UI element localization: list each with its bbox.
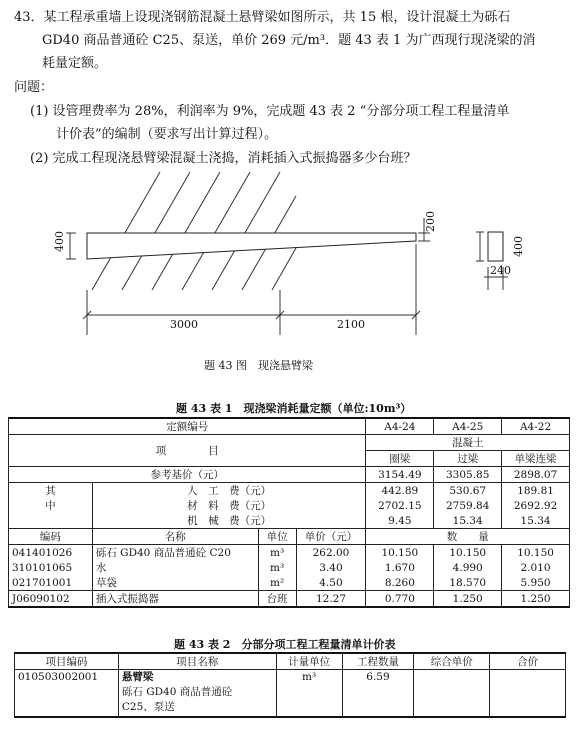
head-unit-price: 综合单价: [414, 653, 490, 670]
head-item-name: 项目名称: [118, 653, 276, 670]
material-unit: m²: [258, 575, 296, 591]
question-line-2: GD40 商品普通砼 C25、泵送，单价 269 元/m³．题 43 表 1 为广西现行现浇梁的消: [42, 33, 536, 48]
material-code: 021701001: [9, 575, 93, 591]
figure-caption: 题 43 图 现浇悬臂梁: [204, 359, 313, 372]
machine-code: J06090102: [9, 591, 93, 608]
material-qty: 10.150: [434, 545, 502, 561]
material-unit: m³: [258, 545, 296, 561]
base-price: 2898.07: [502, 467, 570, 483]
ask-label: 问题：: [14, 80, 54, 95]
machine-name: 插入式振捣器: [92, 591, 258, 608]
material-qty: 4.990: [434, 560, 502, 575]
label-qizhong-2: 中: [9, 498, 93, 513]
label-code: 定额编号: [9, 418, 366, 435]
code-a4-25: A4-25: [434, 418, 502, 435]
fee-value: 2759.84: [434, 498, 502, 513]
label-base-price: 参考基价（元）: [9, 467, 366, 483]
item-unit-price: [414, 670, 490, 718]
sub-question-1a: (1) 设管理费率为 28%，利润率为 9%，完成题 43 表 2 “分部分项工程工程量清单: [30, 104, 510, 119]
head-quantity: 工程数量: [342, 653, 414, 670]
type-single-beam: 单梁连梁: [502, 451, 570, 467]
material-qty: 10.150: [366, 545, 434, 561]
head-unit: 计量单位: [276, 653, 342, 670]
fee-label-material: 材 料 费（元）: [92, 498, 366, 513]
fee-label-labor: 人 工 费（元）: [92, 483, 366, 499]
machine-qty: 1.250: [434, 591, 502, 608]
material-name: 草袋: [92, 575, 258, 591]
base-price: 3305.85: [434, 467, 502, 483]
item-code: 010503002001: [15, 670, 119, 718]
table2-title: 题 43 表 2 分部分项工程工程量清单计价表: [174, 638, 396, 651]
material-qty: 10.150: [502, 545, 570, 561]
dim-length-3000: 3000: [170, 318, 198, 331]
sub-question-1b: 计价表”的编制（要求写出计算过程）。: [56, 127, 278, 142]
material-code: 041401026: [9, 545, 93, 561]
item-name-line: 悬臂梁: [121, 671, 154, 683]
fee-value: 442.89: [366, 483, 434, 499]
item-name: [118, 670, 276, 718]
machine-qty: 1.250: [502, 591, 570, 608]
group-concrete: 混凝土: [366, 435, 570, 451]
head-code: 编码: [9, 529, 93, 545]
quota-table: [8, 417, 570, 608]
bill-of-quantities-table: [14, 652, 566, 718]
type-ring-beam: 圈梁: [366, 451, 434, 467]
code-a4-22: A4-22: [502, 418, 570, 435]
dim-right-height: 200: [424, 211, 437, 232]
machine-unit: 台班: [258, 591, 296, 608]
fee-value: 189.81: [502, 483, 570, 499]
item-unit: m³: [276, 670, 342, 718]
question-line-1: 43．某工程承重墙上设现浇钢筋混凝土悬臂梁如图所示，共 15 根，设计混凝土为砾石: [14, 10, 511, 25]
dim-length-2100: 2100: [337, 318, 365, 331]
material-price: 3.40: [296, 560, 366, 575]
dim-section-width: 240: [490, 264, 511, 277]
material-name: 水: [92, 560, 258, 575]
question-line-3: 耗量定额。: [42, 56, 108, 71]
head-item-code: 项目编码: [15, 653, 119, 670]
material-unit: m³: [258, 560, 296, 575]
fee-value: 9.45: [366, 513, 434, 529]
material-price: 262.00: [296, 545, 366, 561]
dim-section-height: 400: [512, 236, 525, 257]
material-qty: 8.260: [366, 575, 434, 591]
table1-title: 题 43 表 1 现浇梁消耗量定额（单位:10m³）: [176, 402, 412, 415]
head-price: 单价（元）: [296, 529, 366, 545]
type-lintel: 过梁: [434, 451, 502, 467]
material-qty: 2.010: [502, 560, 570, 575]
fee-value: 15.34: [502, 513, 570, 529]
item-name-line: C25、泵送: [121, 701, 175, 713]
item-total: [490, 670, 566, 718]
sub-question-2: (2) 完成工程现浇悬臂梁混凝土浇捣，消耗插入式振捣器多少台班？: [30, 151, 417, 166]
material-qty: 5.950: [502, 575, 570, 591]
fee-value: 530.67: [434, 483, 502, 499]
fee-label-machine: 机 械 费（元）: [92, 513, 366, 529]
machine-price: 12.27: [296, 591, 366, 608]
head-unit: 单位: [258, 529, 296, 545]
material-qty: 18.570: [434, 575, 502, 591]
code-a4-24: A4-24: [366, 418, 434, 435]
material-price: 4.50: [296, 575, 366, 591]
head-quantity: 数 量: [366, 529, 570, 545]
label-item: 项 目: [9, 435, 366, 467]
fee-value: 2702.15: [366, 498, 434, 513]
machine-qty: 0.770: [366, 591, 434, 608]
material-name: 砾石 GD40 商品普通砼 C20: [92, 545, 258, 561]
label-qizhong-1: 其: [9, 483, 93, 499]
fee-value: 15.34: [434, 513, 502, 529]
head-name: 名称: [92, 529, 258, 545]
item-name-line: 砾石 GD40 商品普通砼: [121, 686, 233, 698]
material-code: 310101065: [9, 560, 93, 575]
head-total: 合价: [490, 653, 566, 670]
dim-left-height: 400: [53, 231, 66, 252]
fee-value: 2692.92: [502, 498, 570, 513]
item-quantity: 6.59: [342, 670, 414, 718]
material-qty: 1.670: [366, 560, 434, 575]
base-price: 3154.49: [366, 467, 434, 483]
